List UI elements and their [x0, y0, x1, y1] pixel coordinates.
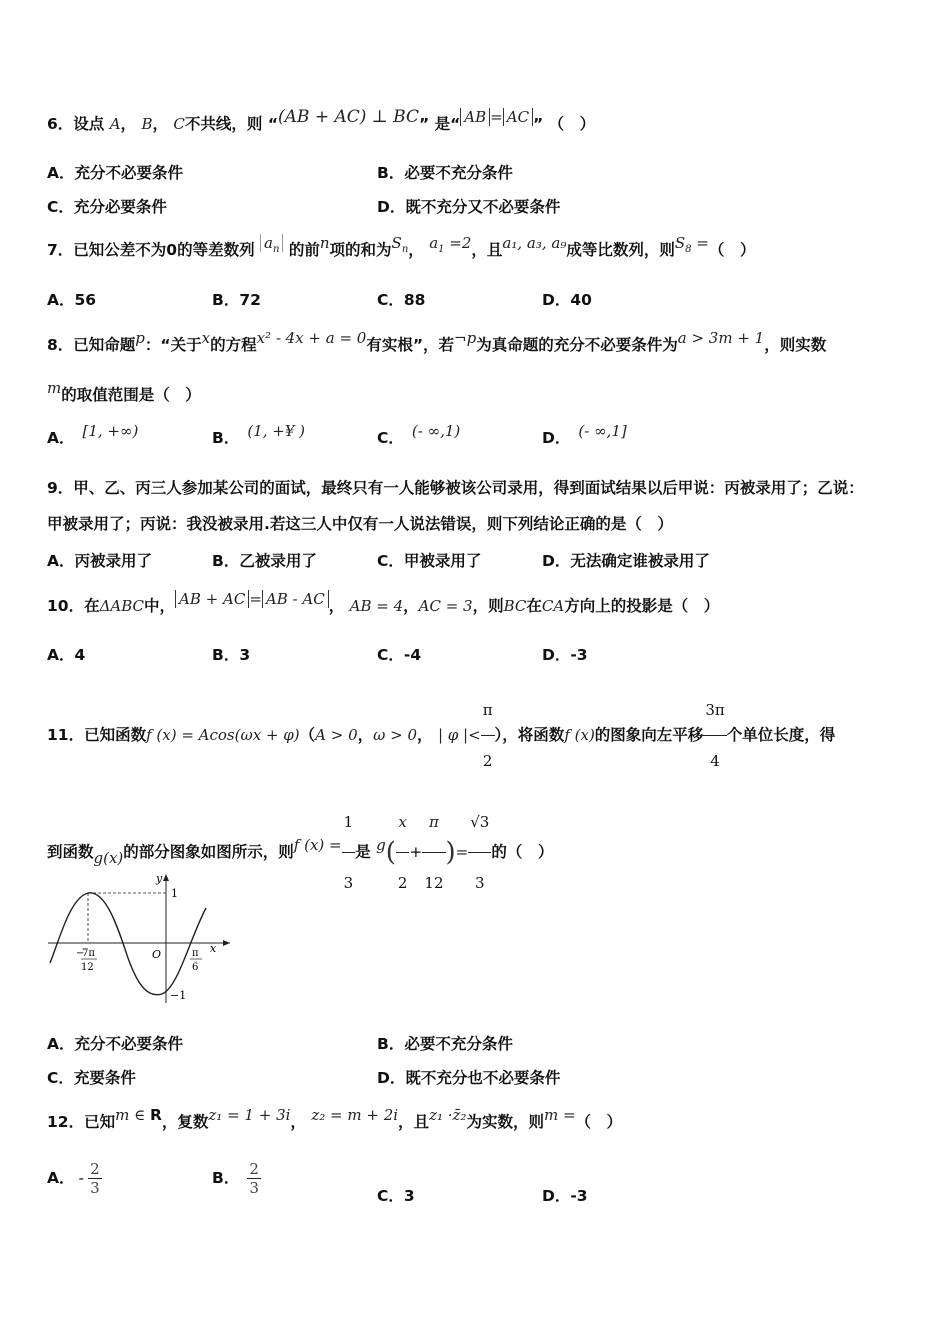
q10-stem: 10．在ΔABC中， AB + AC = AB - AC ， AB = 4，AC = 3，则BC在CA方向上的投影是（ ）: [47, 590, 720, 615]
q12-option-b: B． $\frac{2}{3}$: [212, 1160, 259, 1197]
q7-option-d: D．40: [542, 291, 592, 309]
point-b: B: [141, 115, 153, 133]
q8-not-p: ¬p: [454, 329, 477, 347]
q12-z1: z₁ = 1 + 3i: [208, 1106, 291, 1124]
q6-option-c: C．充分必要条件: [47, 198, 167, 216]
q8-option-b: B． (1, +¥ ): [212, 422, 305, 447]
tick-left-sign: −: [76, 948, 85, 959]
y-axis-arrow-icon: [163, 874, 169, 881]
q11-option-c: C．充要条件: [47, 1069, 136, 1087]
q11-sqrt3-over-3: $\frac{√3}{3}$: [468, 792, 491, 913]
q7-stem: 7．已知公差不为0的等差数列 $a_n$ 的前n项的和为$S_n$， $a_1 =2$，且a₁, a₃, a₉成等比数列，则$S_8$ =（ ）: [47, 234, 756, 259]
q10-option-b: B．3: [212, 646, 251, 664]
q7-option-b: B．72: [212, 291, 261, 309]
q8-equation: x² - 4x + a = 0: [256, 329, 367, 347]
tick-left-den: 12: [81, 962, 94, 973]
q11-stem-line2: 到函数g(x)的部分图象如图所示，则f (x) = $\frac{1}{3}$ 是 g( $\frac{x}{2}$ + $\frac{\pi}{12}$ )= $\frac{√3}{3}$ 的（ ）: [47, 792, 553, 913]
q7-geometric-terms: a₁, a₃, a₉: [502, 234, 567, 252]
q10-option-a: A．4: [47, 646, 86, 664]
q9-option-c: C．甲被录用了: [377, 552, 482, 570]
q7-s8: $S_8$ =: [674, 234, 709, 255]
q12-option-a: A． - $\frac{2}{3}$: [47, 1160, 100, 1197]
q12-option-c: C．3: [377, 1187, 415, 1205]
q11-option-a: A．充分不必要条件: [47, 1035, 184, 1053]
q7-option-a: A．56: [47, 291, 97, 309]
q8-stem-line2: m的取值范围是（ ）: [47, 379, 201, 404]
q9-stem-line1: 9．甲、乙、丙三人参加某公司的面试，最终只有一人能够被该公司录用，得到面试结果以后甲说：丙被录用了；乙说：: [47, 479, 864, 497]
q9-option-a: A．丙被录用了: [47, 552, 153, 570]
q10-option-d: D．-3: [542, 646, 588, 664]
q6-option-b: B．必要不充分条件: [377, 164, 513, 182]
q12-z2: z₂ = m + 2i: [311, 1106, 399, 1124]
q8-condition: a > 3m + 1: [677, 329, 765, 347]
q10-abs-diff: AB - AC: [262, 590, 329, 608]
q9-stem-line2: 甲被录用了；丙说：我没被录用.若这三人中仅有一人说法错误，则下列结论正确的是（ ）: [47, 515, 673, 533]
q8-stem-line1: 8．已知命题p：“关于x的方程x² - 4x + a = 0有实根”，若¬p为真命题的充分不必要条件为a > 3m + 1，则实数: [47, 329, 827, 354]
q6-abs-ab: AB: [460, 108, 490, 126]
q7-sequence: $a_n$: [260, 234, 283, 252]
tick-label-neg1: −1: [170, 989, 187, 1002]
q9-option-d: D．无法确定谁被录用了: [542, 552, 710, 570]
q6-stem: 6．设点 A， B， C不共线，则 “(AB + AC) ⊥ BC” 是“ AB = AC ” （ ）: [47, 107, 596, 133]
q6-abs-ac: AC: [503, 108, 533, 126]
q12-product: z₁ ·z̄₂: [429, 1106, 467, 1124]
q12-option-d: D．-3: [542, 1187, 588, 1205]
point-c: C: [173, 115, 185, 133]
q11-option-d: D．既不充分也不必要条件: [377, 1069, 561, 1087]
q12-stem: 12．已知m ∈ R，复数z₁ = 1 + 3i， z₂ = m + 2i，且z₁ ·z̄₂为实数，则m =（ ）: [47, 1106, 623, 1131]
tick-left-num: 7π: [82, 948, 95, 959]
tick-right-den: 6: [192, 962, 199, 973]
q6-answer-blank: （ ）: [548, 115, 596, 133]
q11-function-f: f (x) = Acos(ωx + φ): [146, 726, 300, 744]
q10-abs-sum: AB + AC: [175, 590, 249, 608]
q6-option-a: A．充分不必要条件: [47, 164, 184, 182]
q11-graph: [40, 868, 240, 1008]
q7-sum-sn: $S_n$: [391, 234, 409, 255]
tick-label-1: 1: [171, 887, 178, 900]
q8-option-d: D． (- ∞,1]: [542, 422, 627, 447]
q10-triangle: ΔABC: [99, 597, 145, 615]
x-axis-arrow-icon: [223, 940, 230, 946]
q11-shift-fraction: $\frac{3\pi}{4}$: [703, 685, 726, 786]
q6-condition-1: (AB + AC) ⊥ BC: [278, 107, 419, 127]
q7-option-c: C．88: [377, 291, 426, 309]
q11-stem-line1: 11．已知函数f (x) = Acos(ωx + φ)（A > 0，ω > 0， | φ |< $\frac{\pi}{2}$ ），将函数f (x)的图象向左平移 $\frac{3\pi}{4}$ 个单位长度，得: [47, 685, 835, 786]
point-a: A: [109, 115, 121, 133]
origin-label: O: [152, 948, 162, 961]
x-label: x: [210, 942, 217, 955]
q10-option-c: C．-4: [377, 646, 422, 664]
q8-option-a: A． [1, +∞): [47, 422, 139, 447]
tick-right-num: π: [192, 948, 199, 959]
q7-a1: $a_1 =2$: [429, 234, 472, 255]
q6-option-d: D．既不充分又不必要条件: [377, 198, 561, 216]
q11-option-b: B．必要不充分条件: [377, 1035, 513, 1053]
y-label: y: [156, 872, 163, 885]
q11-function-g: g(x): [93, 849, 124, 867]
sine-curve: [50, 893, 206, 995]
q8-option-c: C． (- ∞,1): [377, 422, 461, 447]
q9-option-b: B．乙被录用了: [212, 552, 317, 570]
